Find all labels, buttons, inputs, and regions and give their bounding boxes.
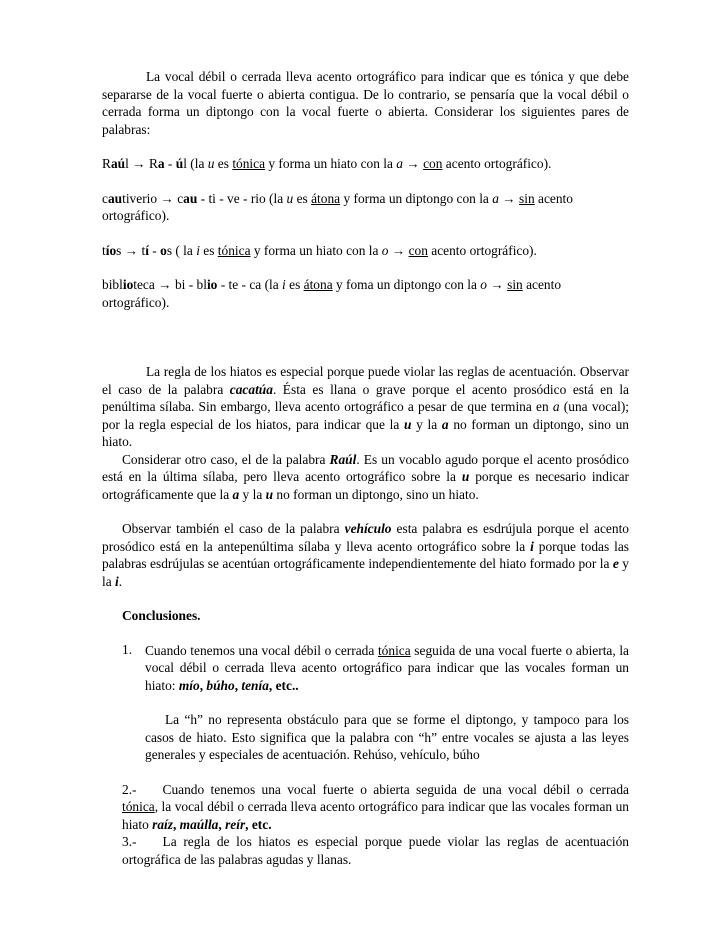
paragraph-vehiculo: Observar también el caso de la palabra vehículo esta palabra es esdrújula porque el acento prosódico está en la antepenúltima sílaba y lleva acento ortográfico sobre la i porque todas las palabras esdrújulas se acentúan ortográficamente independientemente del hiato formado por la e y la i. bbox=[102, 521, 629, 589]
conclusion-item-1-note: La “h” no representa obstáculo para que se forme el diptongo, y tampoco para los casos de hiato. Esto significa que la palabra con “h” entre vocales se ajusta a las leyes generales y especiales de acentuación. Rehúso, vehículo, búho bbox=[145, 712, 629, 762]
arrow-icon: → bbox=[132, 156, 146, 171]
intro-paragraph: La vocal débil o cerrada lleva acento ortográfico para indicar que es tónica y que debe separarse de la vocal fuerte o abierta contigua. De lo contrario, se pensaría que la vocal débil o cerrada forma un diptongo con la vocal fuerte o abierta. Considerar los siguientes pares de palabras: bbox=[102, 69, 629, 137]
arrow-icon: → bbox=[502, 190, 516, 206]
conclusion-item-2: 2.- Cuando tenemos una vocal fuerte o abierta seguida de una vocal débil o cerrada tónica, la vocal débil o cerrada lleva acento ortográfico para indicar que las vocales forman un hiato raíz, maúlla, reír, etc. bbox=[122, 781, 629, 832]
example-tios: tíos → tí - os ( la i es tónica y forma un hiato con la o → con acento ortográfico). bbox=[102, 242, 537, 258]
conclusion-item-1: 1. Cuando tenemos una vocal débil o cerrada tónica seguida de una vocal fuerte o abierta, la vocal débil o cerrada lleva acento ortográfico para indicar que las vocales forman un hiato: mío, búho, tenía, etc.. bbox=[122, 641, 630, 693]
paragraph-cacatua: La regla de los hiatos es especial porque puede violar las reglas de acentuación. Observar el caso de la palabra cacatúa. Ésta es llana o grave porque el acento prosódico está en la penúltima sílaba. Sin embargo, lleva acento ortográfico a pesar de que termina en a (una vocal); por la regla especial de los hiatos, para indicar que la u y la a no forman un diptongo, sino un hiato. bbox=[102, 364, 629, 449]
conclusion-item-3: 3.- La regla de los hiatos es especial porque puede violar las reglas de acentuación ortográfica de las palabras agudas y llanas. bbox=[122, 834, 629, 867]
document-body bbox=[102, 68, 629, 868]
arrow-icon: → bbox=[406, 156, 420, 171]
arrow-icon: → bbox=[391, 242, 406, 258]
arrow-icon: → bbox=[124, 242, 139, 258]
arrow-icon: → bbox=[160, 190, 174, 206]
example-cautiverio: cautiverio → cau - ti - ve - rio (la u es átona y forma un diptongo con la a → sin acento ortográfico). bbox=[102, 190, 573, 223]
example-biblioteca: biblioteca → bi - blio - te - ca (la i es átona y foma un diptongo con la o → sin acento ortográfico). bbox=[102, 277, 562, 310]
arrow-icon: → bbox=[158, 277, 172, 292]
example-raul: Raúl → Ra - úl (la u es tónica y forma un hiato con la a → con acento ortográfico). bbox=[102, 156, 552, 171]
paragraph-raul: Considerar otro caso, el de la palabra Raúl. Es un vocablo agudo porque el acento prosódico está en la última sílaba, pero lleva acento ortográfico sobre la u porque es necesario indicar ortográficamente que la a y la u no forman un diptongo, sino un hiato. bbox=[102, 451, 630, 502]
conclusions-heading: Conclusiones. bbox=[122, 608, 201, 623]
arrow-icon: → bbox=[490, 277, 504, 292]
